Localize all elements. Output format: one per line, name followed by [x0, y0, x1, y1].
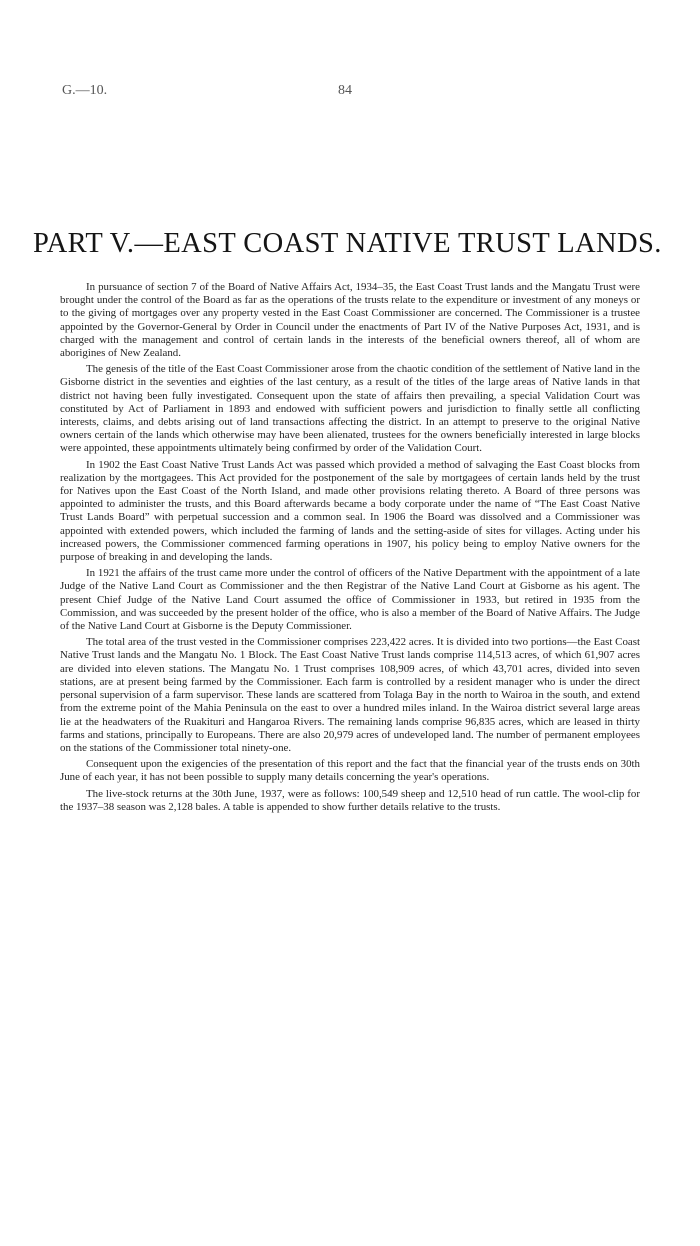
document-reference: G.—10.	[62, 83, 108, 98]
paragraph: The total area of the trust vested in the Commissioner comprises 223,422 acres. It is divided into two portions—the East Coast Native Trust lands and the Mangatu No. 1 Block. The East Coast Native Trust lands comprise 114,513 acres, of which 61,907 acres are divided into eleven stations. The Mangatu No. 1 Trust comprises 108,909 acres, of which 43,701 acres, divided into seven stations, are at present being farmed by the Commissioner. Each farm is controlled by a resident manager who is under the direct personal supervision of a farm supervisor. These lands are scattered from Tolaga Bay in the north to Wairoa in the south, and extend from the extreme point of the Mahia Peninsula on the east to over a hundred miles inland. In the Wairoa district several large areas lie at the headwaters of the Ruakituri and Hangaroa Rivers. The remaining lands comprise 96,835 acres, which are leased in thirty farms and stations, principally to Europeans. There are also 20,979 acres of undeveloped land. The number of permanent employees on the stations of the Commissioner total ninety-one.	[60, 636, 640, 754]
paragraph: In pursuance of section 7 of the Board of Native Affairs Act, 1934–35, the East Coast Trust lands and the Mangatu Trust were brought under the control of the Board as far as the operations of the trusts relate to the expenditure or investment of any moneys or to the giving of mortgages over any property vested in the East Coast Commissioner are concerned. The Commissioner is a trustee appointed by the Governor-General by Order in Council under the enactments of Part IV of the Native Purposes Act, 1931, and is charged with the management and control of certain lands in the interests of the beneficial owners thereof, all of whom are aborigines of New Zealand.	[60, 281, 640, 360]
paragraph: The live-stock returns at the 30th June, 1937, were as follows: 100,549 sheep and 12,510 head of run cattle. The wool-clip for the 1937–38 season was 2,128 bales. A table is appended to show further details relative to the trusts.	[60, 787, 640, 813]
paragraph: Consequent upon the exigencies of the presentation of this report and the fact that the financial year of the trusts ends on 30th June of each year, it has not been possible to supply many details concerning the year's operations.	[60, 758, 640, 784]
page-number: 84	[338, 83, 352, 98]
body-text	[60, 281, 640, 817]
paragraph: In 1902 the East Coast Native Trust Lands Act was passed which provided a method of salvaging the East Coast blocks from realization by the mortgagees. This Act provided for the postponement of the sale by mortgagees of certain lands held by the trust for Natives upon the East Coast of the North Island, and made other provisions relating thereto. A Board of three persons was appointed to administer the trusts, and this Board afterwards became a body corporate under the name of “The East Coast Native Trust Lands Board” with perpetual succession and a common seal. In 1906 the Board was dissolved and a Commissioner was appointed with extended powers, which included the farming of lands and the setting-aside of sites for villages. Acting under his increased powers, the Commissioner commenced farming operations in 1907, his policy being to employ Native owners for the purpose of breaking in and developing the lands.	[60, 458, 640, 564]
paragraph: In 1921 the affairs of the trust came more under the control of officers of the Native Department with the appointment of a late Judge of the Native Land Court as Commissioner and the then Registrar of the Native Land Court at Gisborne as his agent. The present Chief Judge of the Native Land Court assumed the office of Commissioner in 1933, but retired in 1935 from the Commission, and was succeeded by the present holder of the office, who is also a member of the Board of Native Affairs. The Judge of the Native Land Court at Gisborne is the Deputy Commissioner.	[60, 567, 640, 633]
paragraph: The genesis of the title of the East Coast Commissioner arose from the chaotic condition of the settlement of Native land in the Gisborne district in the seventies and eighties of the last century, as a result of the titles of the large areas of Native lands in that district not having been fully investigated. Consequent upon the state of affairs then prevailing, a special Validation Court was constituted by Act of Parliament in 1893 and endowed with sufficient powers and jurisdiction to finally settle all conflicting interests, claims, and debts arising out of land transactions affecting the district. In an attempt to preserve to the original Native owners certain of the lands which otherwise may have been alienated, trustees for the owners beneficially interested in large blocks were appointed, these appointments ultimately being confirmed by order of the Validation Court.	[60, 363, 640, 455]
section-title: PART V.—EAST COAST NATIVE TRUST LANDS.	[33, 228, 662, 259]
